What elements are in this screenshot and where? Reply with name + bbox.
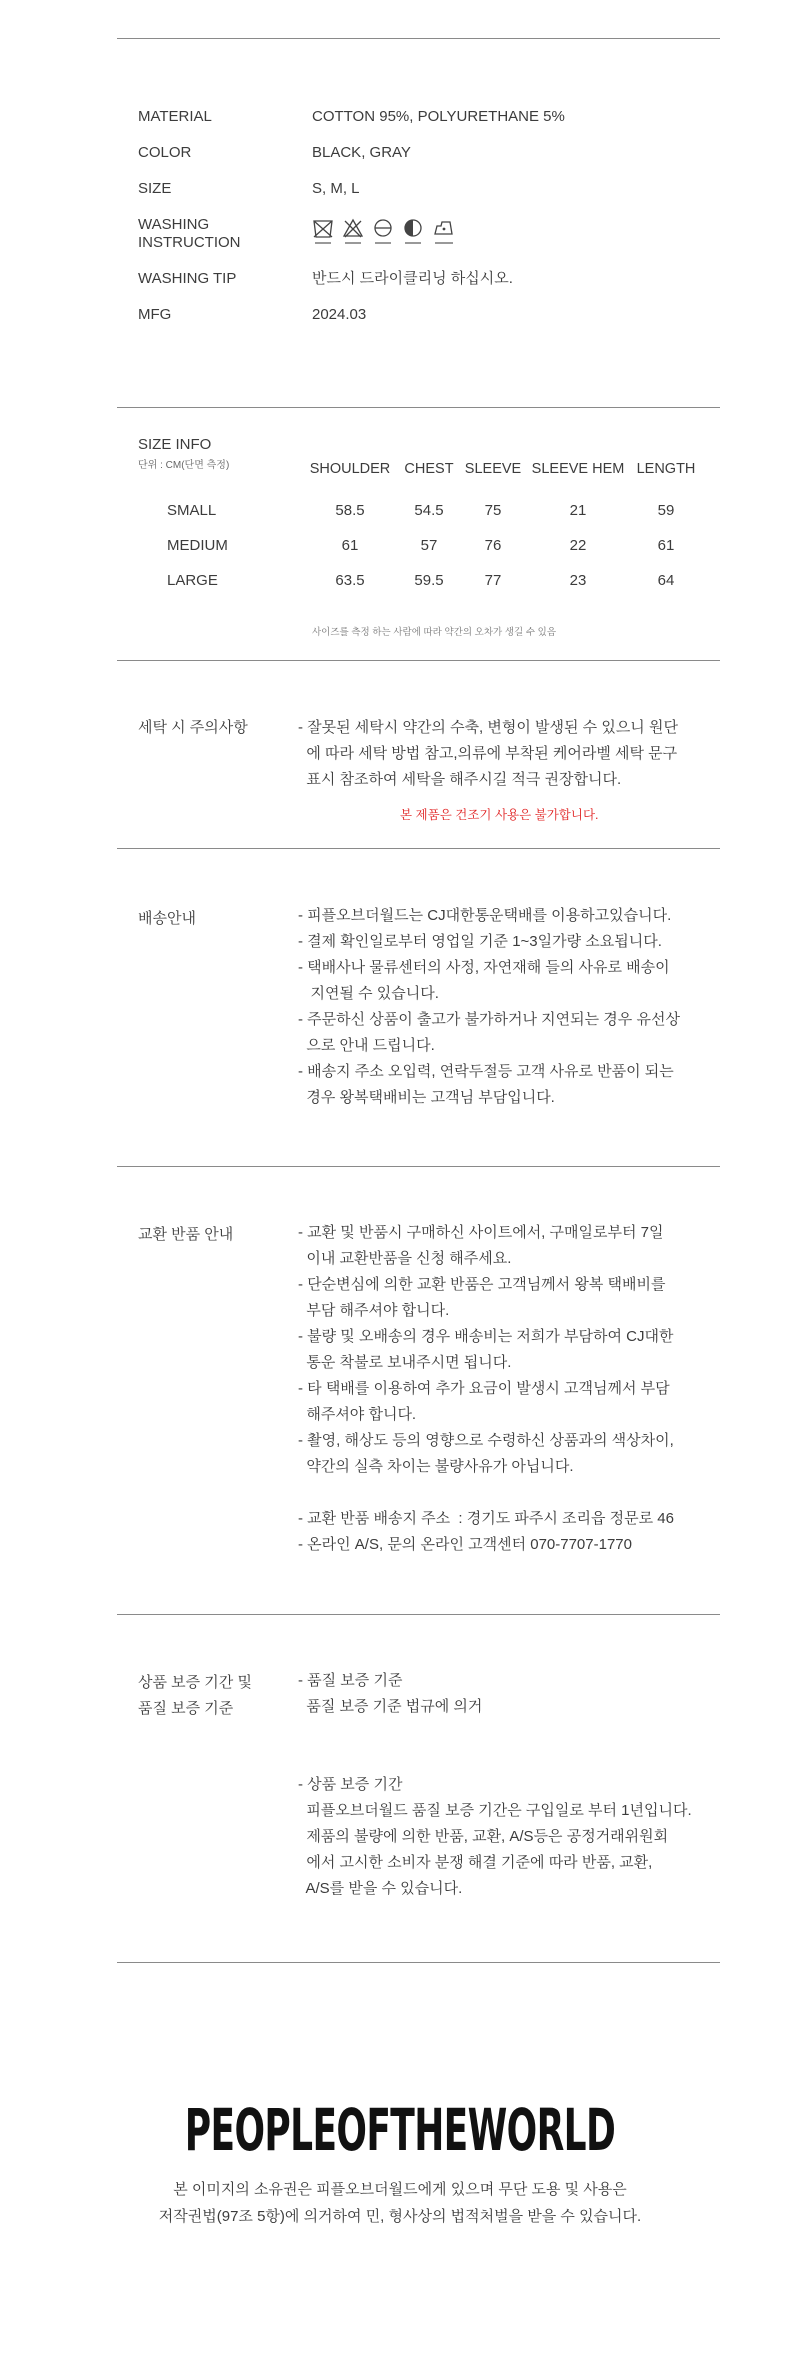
text-line: 지연될 수 있습니다. bbox=[298, 985, 439, 1002]
washing-caution-label: 세탁 시 주의사항 bbox=[138, 719, 248, 736]
size-value: S, M, L bbox=[312, 180, 360, 197]
table-cell: 23 bbox=[569, 572, 587, 589]
size-info-unit: 단위 : CM(단면 측정) bbox=[138, 460, 230, 471]
shipping-text bbox=[298, 903, 680, 1111]
text-line: - 품질 보증 기준 bbox=[298, 1672, 403, 1689]
washing-tip-value: 반드시 드라이클리닝 하십시오. bbox=[312, 270, 513, 287]
column-header: LENGTH bbox=[636, 461, 696, 477]
table-cell: 22 bbox=[569, 537, 587, 554]
brand-logo: PEOPLEOFTHEWORLD bbox=[184, 2096, 616, 2164]
no-wash-icon bbox=[312, 218, 334, 248]
table-cell: 59.5 bbox=[414, 572, 444, 589]
dryer-warning: 본 제품은 건조기 사용은 불가합니다. bbox=[400, 808, 599, 822]
mfg-label: MFG bbox=[138, 306, 172, 323]
warranty-label-line2: 품질 보증 기준 bbox=[138, 1700, 234, 1717]
text-line: - 주문하신 상품이 출고가 불가하거나 지연되는 경우 유선상 bbox=[298, 1011, 680, 1028]
shipping-label: 배송안내 bbox=[138, 910, 196, 927]
text-line: 제품의 불량에 의한 반품, 교환, A/S등은 공정거래위원회 bbox=[298, 1828, 669, 1845]
washing-label-line2: INSTRUCTION bbox=[138, 234, 241, 251]
material-value: COTTON 95%, POLYURETHANE 5% bbox=[312, 108, 565, 125]
text-line: 이내 교환반품을 신청 해주세요. bbox=[298, 1250, 512, 1267]
warranty-period-text bbox=[298, 1772, 692, 1902]
washing-tip-label: WASHING TIP bbox=[138, 270, 237, 287]
iron-low-icon bbox=[402, 218, 424, 248]
text-line: 통운 착불로 보내주시면 됩니다. bbox=[298, 1354, 512, 1371]
text-line: 부담 해주셔야 합니다. bbox=[298, 1302, 450, 1319]
text-line: 으로 안내 드립니다. bbox=[298, 1037, 435, 1054]
text-line: 약간의 실측 차이는 불량사유가 아닙니다. bbox=[298, 1458, 574, 1475]
column-header: SLEEVE bbox=[464, 461, 522, 477]
text-line bbox=[298, 1480, 674, 1506]
column-header: SLEEVE HEM bbox=[531, 461, 625, 477]
copyright-line: 본 이미지의 소유권은 피플오브더월드에게 있으며 무단 도용 및 사용은 bbox=[173, 2181, 627, 2198]
no-tumble-dry-icon bbox=[372, 218, 394, 248]
mfg-value: 2024.03 bbox=[312, 306, 367, 323]
column-header: SHOULDER bbox=[309, 461, 391, 477]
text-line: - 배송지 주소 오입력, 연락두절등 고객 사유로 반품이 되는 bbox=[298, 1063, 674, 1080]
text-line: - 교환 반품 배송지 주소 : 경기도 파주시 조리읍 정문로 46 bbox=[298, 1510, 674, 1527]
dry-clean-icon bbox=[432, 218, 456, 248]
text-line: - 잘못된 세탁시 약간의 수축, 변형이 발생된 수 있으니 원단 bbox=[298, 719, 678, 736]
text-line: 에 따라 세탁 방법 참고,의류에 부착된 케어라벨 세탁 문구 bbox=[298, 745, 678, 762]
size-info-title: SIZE INFO bbox=[138, 436, 212, 453]
divider bbox=[117, 1962, 720, 1963]
text-line: - 불량 및 오배송의 경우 배송비는 저희가 부담하여 CJ대한 bbox=[298, 1328, 674, 1345]
divider bbox=[117, 38, 720, 39]
text-line: 피플오브더월드 품질 보증 기간은 구입일로 부터 1년입니다. bbox=[298, 1802, 692, 1819]
material-label: MATERIAL bbox=[138, 108, 212, 125]
table-cell: 61 bbox=[341, 537, 359, 554]
table-cell: 63.5 bbox=[335, 572, 365, 589]
table-cell: 77 bbox=[484, 572, 502, 589]
text-line: - 피플오브더월드는 CJ대한통운택배를 이용하고있습니다. bbox=[298, 907, 672, 924]
washing-label: WASHING bbox=[138, 216, 210, 233]
column-header: CHEST bbox=[404, 461, 454, 477]
size-row-label: MEDIUM bbox=[167, 537, 228, 554]
table-cell: 57 bbox=[420, 537, 438, 554]
text-line: - 교환 및 반품시 구매하신 사이트에서, 구매일로부터 7일 bbox=[298, 1224, 664, 1241]
divider bbox=[117, 1166, 720, 1167]
divider bbox=[117, 407, 720, 408]
text-line: 에서 고시한 소비자 분쟁 해결 기준에 따라 반품, 교환, bbox=[298, 1854, 653, 1871]
text-line: - 택배사나 물류센터의 사정, 자연재해 들의 사유로 배송이 bbox=[298, 959, 670, 976]
table-cell: 76 bbox=[484, 537, 502, 554]
exchange-label: 교환 반품 안내 bbox=[138, 1226, 234, 1243]
color-label: COLOR bbox=[138, 144, 192, 161]
table-cell: 21 bbox=[569, 502, 587, 519]
washing-caution-text bbox=[298, 715, 678, 793]
table-cell: 75 bbox=[484, 502, 502, 519]
copyright-line: 저작권법(97조 5항)에 의거하여 민, 형사상의 법적처벌을 받을 수 있습니다. bbox=[158, 2208, 642, 2225]
size-row-label: SMALL bbox=[167, 502, 217, 519]
table-cell: 54.5 bbox=[414, 502, 444, 519]
size-note: 사이즈를 측정 하는 사람에 따라 약간의 오차가 생길 수 있음 bbox=[312, 627, 557, 638]
table-cell: 61 bbox=[657, 537, 675, 554]
text-line: - 결제 확인일로부터 영업일 기준 1~3일가량 소요됩니다. bbox=[298, 933, 662, 950]
table-cell: 58.5 bbox=[335, 502, 365, 519]
text-line: - 상품 보증 기간 bbox=[298, 1776, 403, 1793]
size-row-label: LARGE bbox=[167, 572, 218, 589]
no-bleach-icon bbox=[342, 218, 364, 248]
text-line: - 촬영, 해상도 등의 영향으로 수령하신 상품과의 색상차이, bbox=[298, 1432, 674, 1449]
table-cell: 59 bbox=[657, 502, 675, 519]
exchange-text bbox=[298, 1220, 674, 1558]
warranty-label: 상품 보증 기간 및 bbox=[138, 1674, 252, 1691]
text-line: 경우 왕복택배비는 고객님 부담입니다. bbox=[298, 1089, 555, 1106]
table-cell: 64 bbox=[657, 572, 675, 589]
size-label: SIZE bbox=[138, 180, 172, 197]
divider bbox=[117, 1614, 720, 1615]
warranty-standard-text bbox=[298, 1668, 482, 1720]
text-line: - 타 택배를 이용하여 추가 요금이 발생시 고객님께서 부담 bbox=[298, 1380, 670, 1397]
divider bbox=[117, 848, 720, 849]
color-value: BLACK, GRAY bbox=[312, 144, 411, 161]
text-line: - 단순변심에 의한 교환 반품은 고객님께서 왕복 택배비를 bbox=[298, 1276, 666, 1293]
text-line: 품질 보증 기준 법규에 의거 bbox=[298, 1698, 483, 1715]
divider bbox=[117, 660, 720, 661]
text-line: 표시 참조하여 세탁을 해주시길 적극 권장합니다. bbox=[298, 771, 622, 788]
text-line: 해주셔야 합니다. bbox=[298, 1406, 417, 1423]
text-line: A/S를 받을 수 있습니다. bbox=[298, 1880, 463, 1897]
text-line: - 온라인 A/S, 문의 온라인 고객센터 070-7707-1770 bbox=[298, 1536, 632, 1553]
